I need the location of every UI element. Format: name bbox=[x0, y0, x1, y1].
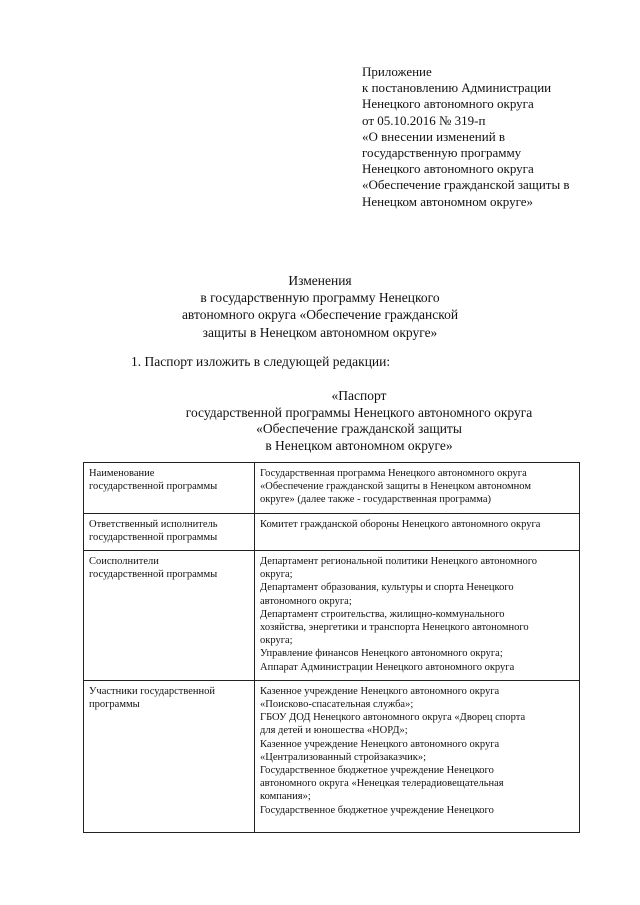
cell-line: Комитет гражданской обороны Ненецкого автономного округа bbox=[260, 518, 541, 530]
appendix-line: Ненецкого автономного округа bbox=[362, 96, 534, 112]
row-label-cell bbox=[84, 463, 255, 514]
cell-line: Департамент образования, культуры и спорта Ненецкого bbox=[260, 582, 514, 594]
cell-line: автономного округа; bbox=[260, 595, 352, 607]
passport-title-line: в Ненецком автономном округе» bbox=[265, 437, 453, 453]
passport-title bbox=[0, 388, 640, 454]
cell-line: компания»; bbox=[260, 791, 311, 803]
appendix-line: Приложение bbox=[362, 64, 432, 79]
passport-title-line: государственной программы Ненецкого автономного округа bbox=[185, 404, 533, 420]
appendix-line: к постановлению Администрации bbox=[362, 80, 552, 96]
appendix-line: «Обеспечение гражданской защиты в bbox=[362, 177, 570, 193]
passport-title-line: «Обеспечение гражданской защиты bbox=[256, 421, 462, 436]
title-line: автономного округа «Обеспечение гражданской bbox=[181, 307, 459, 323]
cell-line: Управление финансов Ненецкого автономного округа; bbox=[260, 648, 503, 660]
row-label-cell bbox=[84, 680, 255, 832]
appendix-line: государственную программу bbox=[362, 145, 522, 161]
table-row bbox=[84, 463, 580, 514]
row-label-cell bbox=[84, 551, 255, 681]
passport-table bbox=[83, 462, 580, 833]
appendix-line: Ненецкого автономного округа bbox=[362, 161, 534, 177]
cell-line: Аппарат Администрации Ненецкого автономного округа bbox=[260, 661, 515, 673]
table-row bbox=[84, 680, 580, 832]
row-value-cell bbox=[255, 680, 580, 832]
cell-line: Ответственный исполнитель bbox=[89, 518, 218, 530]
cell-continuation bbox=[260, 817, 575, 826]
cell-line: для детей и юношества «НОРД»; bbox=[260, 725, 408, 737]
item-1-text: 1. Паспорт изложить в следующей редакции: bbox=[131, 354, 391, 369]
cell-line: Наименование bbox=[89, 468, 155, 479]
appendix-block bbox=[362, 64, 622, 210]
cell-line: ГБОУ ДОД Ненецкого автономного округа «Дворец спорта bbox=[260, 712, 526, 724]
row-value-cell bbox=[255, 513, 580, 550]
cell-line: государственной программы bbox=[89, 569, 218, 581]
row-value-cell bbox=[255, 551, 580, 681]
cell-line: Департамент региональной политики Ненецкого автономного bbox=[260, 556, 538, 568]
title-line: в государственную программу Ненецкого bbox=[200, 290, 440, 306]
cell-line: «Поисково-спасательная служба»; bbox=[260, 699, 414, 711]
cell-line: «Обеспечение гражданской защиты в Ненецком автономном bbox=[260, 481, 531, 493]
cell-line: программы bbox=[89, 699, 140, 711]
cell-line: автономного округа «Ненецкая телерадиовещательная bbox=[260, 778, 504, 790]
appendix-line: от 05.10.2016 № 319-п bbox=[362, 112, 486, 128]
cell-line: округа; bbox=[260, 635, 293, 647]
row-value-cell bbox=[255, 463, 580, 514]
cell-line: государственной программы bbox=[89, 481, 218, 493]
cell-line: Департамент строительства, жилищно-коммунального bbox=[260, 608, 505, 620]
cell-line: хозяйства, энергетики и транспорта Ненецкого автономного bbox=[260, 622, 529, 634]
cell-line: государственной программы bbox=[89, 531, 218, 543]
cell-line: округа; bbox=[260, 569, 293, 581]
cell-line: округе» (далее также - государственная программа) bbox=[260, 494, 491, 506]
appendix-line: «О внесении изменений в bbox=[362, 128, 506, 144]
title-line: Изменения bbox=[288, 273, 352, 288]
cell-line: Государственная программа Ненецкого автономного округа bbox=[260, 468, 527, 479]
document-title bbox=[0, 272, 640, 341]
cell-line: Государственное бюджетное учреждение Ненецкого bbox=[260, 804, 494, 816]
cell-line: Соисполнители bbox=[89, 556, 159, 568]
title-line: защиты в Ненецком автономном округе» bbox=[202, 324, 438, 340]
cell-line: Казенное учреждение Ненецкого автономного округа bbox=[260, 685, 500, 697]
appendix-line: Ненецком автономном округе» bbox=[362, 193, 534, 209]
cell-line: Казенное учреждение Ненецкого автономного округа bbox=[260, 738, 500, 750]
cell-line: «Централизованный стройзаказчик»; bbox=[260, 751, 427, 763]
row-label-cell bbox=[84, 513, 255, 550]
passport-title-line: «Паспорт bbox=[331, 388, 387, 403]
cell-line: Государственное бюджетное учреждение Ненецкого bbox=[260, 765, 494, 777]
cell-line: Участники государственной bbox=[89, 685, 216, 697]
table-row bbox=[84, 551, 580, 681]
table-row bbox=[84, 513, 580, 550]
